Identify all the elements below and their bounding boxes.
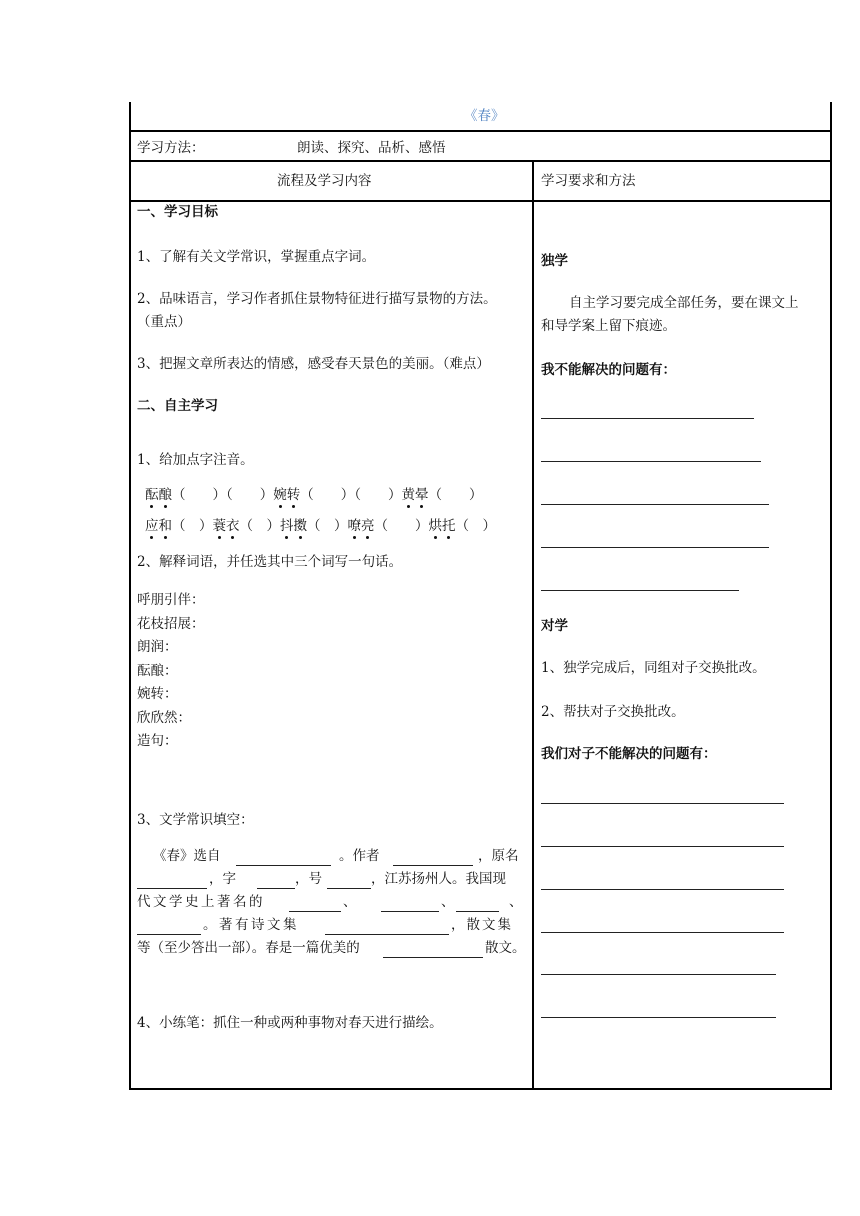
worksheet-table [129, 102, 832, 1090]
fill-text: ，江苏扬州人。我国现 [371, 871, 506, 887]
fill-text: 《春》选自 [153, 848, 221, 864]
fill-text: 。作者 [339, 848, 380, 864]
dotted-word: 应和 [145, 518, 172, 534]
pinyin-blank[interactable]: （ ） [307, 518, 348, 534]
answer-line[interactable] [541, 974, 776, 975]
method-value: 朗读、探究、品析、感悟 [297, 140, 446, 156]
pair-step-2: 2、帮扶对子交换批改。 [541, 704, 685, 720]
blank-poetry-collection[interactable] [325, 934, 449, 935]
fill-text: ，散文集 [451, 917, 513, 933]
vocabulary-term: 呼朋引伴： [137, 592, 205, 608]
solo-study-title: 独学 [541, 253, 568, 269]
blank-author[interactable] [393, 865, 473, 866]
dotted-word: 婉转 [273, 487, 301, 503]
answer-line[interactable] [541, 590, 739, 591]
answer-line[interactable] [541, 547, 769, 548]
pinyin-blank[interactable]: （ ）（ ） [300, 487, 402, 503]
pinyin-row-2 [145, 520, 496, 534]
dotted-word: 黄晕 [401, 487, 429, 503]
question-2: 2、解释词语，并任选其中三个词写一句话。 [137, 554, 403, 570]
blank-identity-3[interactable] [456, 911, 499, 912]
pinyin-blank[interactable]: （ ） [455, 518, 496, 534]
fill-line-1 [153, 850, 221, 864]
fill-text: 、 [441, 894, 455, 910]
blank-identity-4[interactable] [137, 934, 201, 935]
table-border-bottom [129, 1088, 832, 1090]
row-divider [129, 200, 832, 202]
answer-line[interactable] [541, 846, 784, 847]
goal-1: 1、了解有关文学常识，掌握重点字词。 [137, 249, 376, 265]
fill-text: 散文。 [485, 940, 526, 956]
solo-study-desc: 自主学习要完成全部任务，要在课文上 [569, 295, 799, 311]
blank-pseudonym[interactable] [327, 888, 371, 889]
dotted-word: 烘托 [428, 518, 456, 534]
vocabulary-term: 朗润： [137, 639, 178, 655]
right-column-header: 学习要求和方法 [541, 173, 636, 189]
dotted-word: 酝酿 [145, 487, 172, 503]
pair-study-title: 对学 [541, 618, 568, 634]
blank-identity-2[interactable] [381, 911, 439, 912]
fill-text: 、 [343, 894, 357, 910]
vocabulary-term: 酝酿： [137, 662, 178, 679]
row-divider [129, 160, 832, 162]
answer-line[interactable] [541, 803, 784, 804]
blank-identity-1[interactable] [289, 911, 341, 912]
question-1: 1、给加点字注音。 [137, 452, 254, 468]
answer-line[interactable] [541, 889, 784, 890]
goal-2: 2、品味语言，学习作者抓住景物特征进行描写景物的方法。 [137, 291, 497, 307]
fill-text: 代文学史上著名的 [137, 894, 265, 910]
question-3: 3、文学常识填空： [137, 812, 254, 828]
fill-text: 、 [509, 894, 523, 910]
dotted-word: 嘹亮 [347, 518, 375, 534]
answer-line[interactable] [541, 932, 784, 933]
vocabulary-term: 婉转： [137, 686, 178, 702]
fill-text: ，原名 [478, 848, 519, 864]
pinyin-row-1 [145, 489, 483, 503]
answer-line[interactable] [541, 1017, 776, 1018]
solo-problem-label: 我不能解决的问题有： [541, 362, 676, 378]
pinyin-blank[interactable]: （ ）（ ） [172, 487, 274, 503]
pinyin-blank[interactable]: （ ） [428, 487, 483, 503]
pinyin-blank[interactable]: （ ） [239, 518, 280, 534]
question-4: 4、小练笔：抓住一种或两种事物对春天进行描绘。 [137, 1015, 443, 1031]
vocabulary-term: 欣欣然： [137, 709, 191, 726]
row-divider [129, 130, 832, 132]
pinyin-blank[interactable]: （ ） [374, 518, 429, 534]
dotted-word: 蓑衣 [212, 518, 240, 534]
goal-2-note: （重点） [137, 314, 191, 330]
fill-text: ，字 [209, 871, 236, 887]
vocabulary-term: 造句： [137, 733, 178, 749]
pair-step-1: 1、独学完成后，同组对子交换批改。 [541, 660, 766, 676]
vocabulary-term: 花枝招展： [137, 615, 205, 632]
section-self-study: 二、自主学习 [137, 398, 218, 414]
fill-text: 等（至少答出一部）。春是一篇优美的 [137, 940, 360, 956]
table-border-right [830, 102, 832, 1090]
pair-problem-label: 我们对子不能解决的问题有： [541, 746, 717, 762]
goal-3: 3、把握文章所表达的情感，感受春天景色的美丽。（难点） [137, 356, 490, 372]
blank-essay-type[interactable] [383, 957, 483, 958]
answer-line[interactable] [541, 418, 754, 419]
pinyin-blank[interactable]: （ ） [172, 518, 213, 534]
fill-text: ，号 [295, 871, 322, 887]
blank-original-name[interactable] [137, 888, 207, 889]
solo-study-desc: 和导学案上留下痕迹。 [541, 318, 676, 334]
blank-courtesy-name[interactable] [257, 888, 295, 889]
dotted-word: 抖擞 [280, 518, 307, 534]
answer-line[interactable] [541, 504, 769, 505]
left-column-header: 流程及学习内容 [277, 173, 372, 189]
table-border-left [129, 102, 131, 1090]
blank-source[interactable] [236, 865, 331, 866]
section-learning-goals: 一、学习目标 [137, 204, 218, 220]
page-title: 《春》 [464, 108, 505, 124]
fill-text: 。著有诗文集 [203, 917, 299, 933]
column-divider [532, 160, 534, 1090]
answer-line[interactable] [541, 461, 761, 462]
method-label: 学习方法： [137, 140, 205, 156]
